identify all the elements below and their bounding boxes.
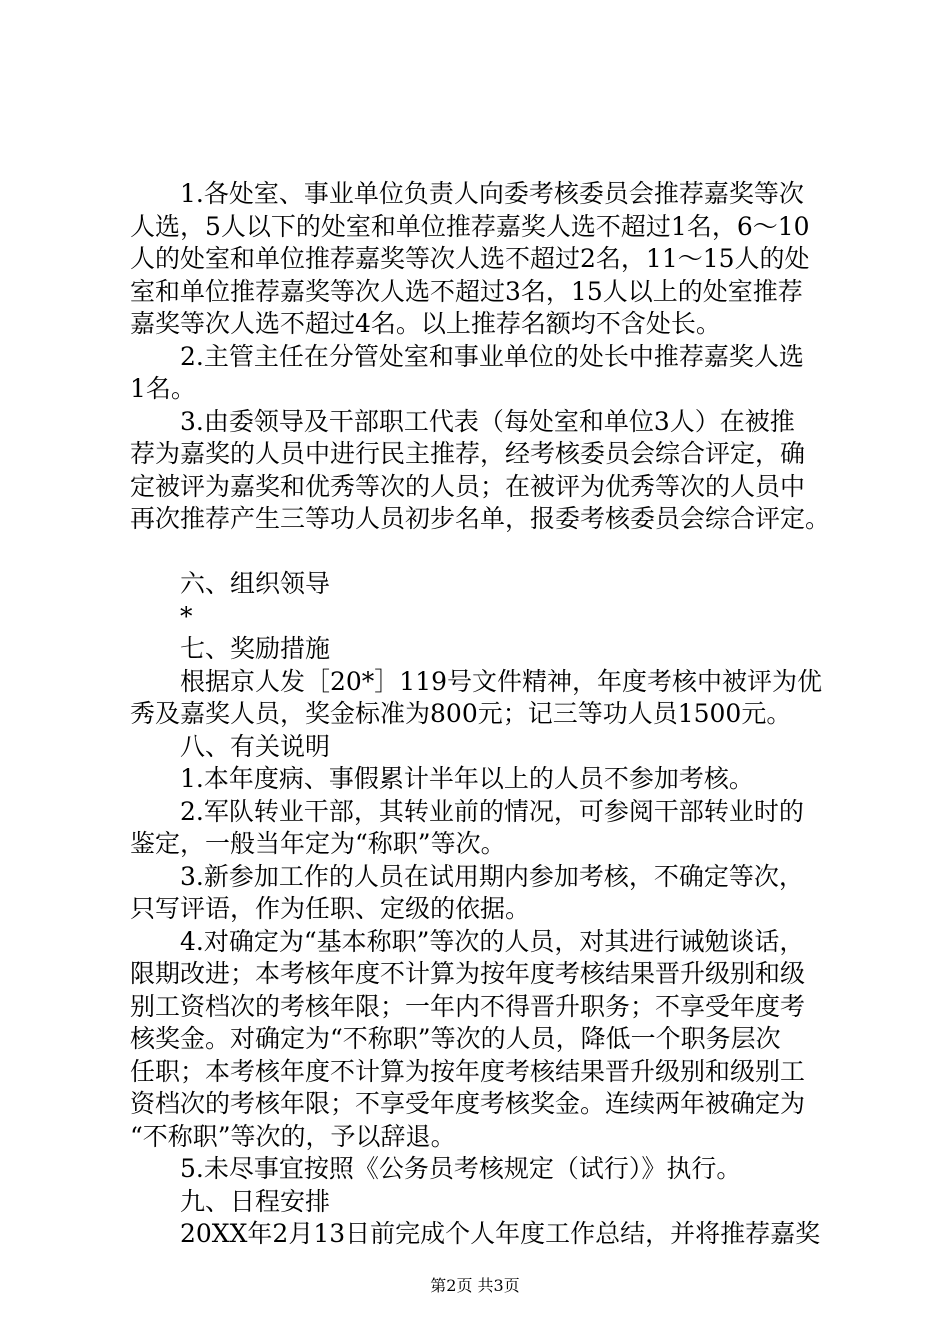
text-line: 4.对确定为“基本称职”等次的人员，对其进行诫勉谈话， — [180, 926, 805, 956]
text-line: 定被评为嘉奖和优秀等次的人员；在被评为优秀等次的人员中 — [130, 471, 806, 501]
text-line: 1.各处室、事业单位负责人向委考核委员会推荐嘉奖等次 — [180, 179, 804, 208]
text-line: 3.由委领导及干部职工代表（每处室和单位3人）在被推 — [180, 406, 795, 436]
text-line: 1名。 — [130, 374, 196, 403]
text-line: 任职；本考核年度不计算为按年度考核结果晋升级别和级别工 — [130, 1056, 806, 1086]
text-line: 秀及嘉奖人员，奖金标准为800元；记三等功人员1500元。 — [130, 699, 792, 728]
text-line: 荐为嘉奖的人员中进行民主推荐，经考核委员会综合评定，确 — [130, 439, 806, 468]
text-line: 别工资档次的考核年限；一年内不得晋升职务；不享受年度考 — [130, 991, 806, 1021]
document-body — [130, 178, 840, 1251]
text-line: 再次推荐产生三等功人员初步名单，报委考核委员会综合评定。 — [130, 504, 831, 533]
text-line: 3.新参加工作的人员在试用期内参加考核，不确定等次， — [180, 861, 804, 891]
text-line: 八、有关说明 — [180, 731, 331, 761]
blank-line — [130, 536, 840, 569]
text-line: 九、日程安排 — [180, 1186, 331, 1216]
text-line: “不称职”等次的，予以辞退。 — [130, 1121, 456, 1151]
text-line: 限期改进；本考核年度不计算为按年度考核结果晋升级别和级 — [130, 959, 806, 988]
text-line: 根据京人发［20*］119号文件精神，年度考核中被评为优 — [180, 666, 823, 696]
text-line: 2.军队转业干部，其转业前的情况，可参阅干部转业时的 — [180, 796, 804, 826]
text-line: 5.未尽事宜按照《公务员考核规定（试行）》执行。 — [180, 1154, 742, 1183]
text-line: 2.主管主任在分管处室和事业单位的处长中推荐嘉奖人选 — [180, 341, 804, 371]
text-line: 资档次的考核年限；不享受年度考核奖金。连续两年被确定为 — [130, 1089, 806, 1118]
text-line: 人的处室和单位推荐嘉奖等次人选不超过2名，11～15人的处 — [130, 244, 810, 273]
text-line: 只写评语，作为任职、定级的依据。 — [130, 894, 531, 923]
text-line: 核奖金。对确定为“不称职”等次的人员，降低一个职务层次 — [130, 1024, 781, 1053]
text-line: 人选，5人以下的处室和单位推荐嘉奖人选不超过1名，6～10 — [130, 211, 810, 241]
text-line: 嘉奖等次人选不超过4名。以上推荐名额均不含处长。 — [130, 309, 721, 338]
text-line: * — [180, 601, 193, 631]
text-line: 七、奖励措施 — [180, 634, 331, 663]
text-line: 六、组织领导 — [180, 569, 331, 598]
text-line: 室和单位推荐嘉奖等次人选不超过3名，15人以上的处室推荐 — [130, 276, 803, 306]
text-line: 1.本年度病、事假累计半年以上的人员不参加考核。 — [180, 764, 754, 793]
text-line: 鉴定，一般当年定为“称职”等次。 — [130, 829, 506, 858]
page-number-footer: 第2页 共3页 — [430, 1276, 520, 1295]
text-line: 20XX年2月13日前完成个人年度工作总结，并将推荐嘉奖 — [180, 1219, 821, 1248]
